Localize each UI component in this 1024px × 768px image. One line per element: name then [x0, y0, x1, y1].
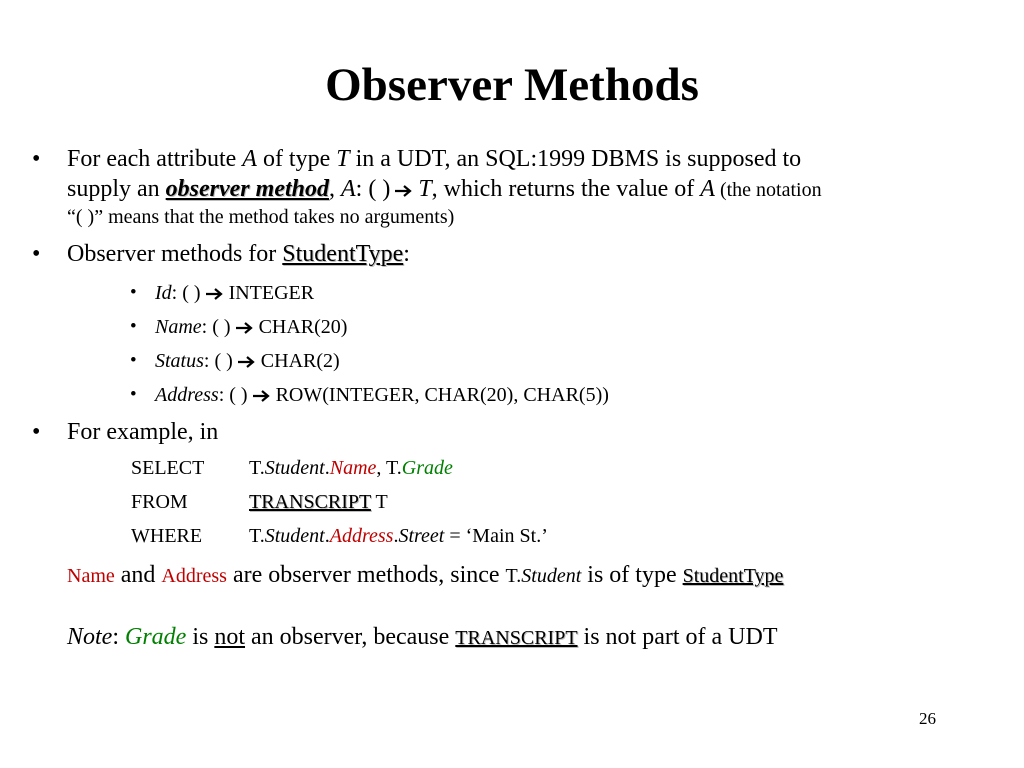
- sql-select-dot: .: [324, 457, 330, 479]
- sub-bullet-name-symbol: •: [130, 316, 137, 337]
- bullet-2-line: [67, 240, 410, 268]
- note-text-3: is not part of a UDT: [577, 624, 778, 650]
- sub-bullet-address: [155, 383, 609, 407]
- sql-select-t1: T.: [249, 457, 265, 479]
- observer-method-term: observer method: [165, 176, 329, 202]
- sql-select-comma: ,: [376, 457, 387, 479]
- sub-bullet-id-symbol: •: [130, 282, 137, 303]
- sub-bullet-status: [155, 349, 340, 373]
- note-not: not: [214, 624, 246, 650]
- right-arrow-icon: [253, 390, 271, 402]
- sql-select-line: [131, 456, 453, 480]
- sql-select-grade: Grade: [401, 457, 453, 479]
- bullet-1-text-3: in a UDT, an SQL:1999 DBMS is supposed to: [349, 146, 802, 172]
- bullet-1-line-3: “( )” means that the method takes no arguments): [67, 206, 455, 228]
- right-arrow-icon: [395, 185, 413, 197]
- sub-bullet-name: [155, 315, 347, 339]
- sql-from-transcript: TRANSCRIPT: [249, 491, 371, 513]
- sql-where-street: Street: [398, 525, 445, 547]
- method-name-status: Status: [155, 350, 204, 372]
- method-name-name: Name: [155, 316, 202, 338]
- sub-bullet-status-symbol: •: [130, 350, 137, 371]
- sql-select-name: Name: [329, 457, 377, 479]
- right-arrow-icon: [206, 288, 224, 300]
- note-grade: Grade: [125, 624, 187, 650]
- method-name-address: Address: [155, 384, 219, 406]
- explanation-line: [67, 561, 783, 590]
- sql-from-alias: T: [370, 491, 388, 513]
- sql-from-keyword: FROM: [131, 491, 188, 513]
- bullet-1-line-2: [67, 175, 822, 204]
- method-name-id: Id: [155, 282, 172, 304]
- student-type-name: StudentType: [282, 241, 404, 267]
- sql-where-student: Student: [264, 525, 325, 547]
- bullet-1-text-8: (the notation: [714, 179, 822, 201]
- method-sig-address: : ( ): [218, 384, 248, 406]
- note-colon: :: [112, 624, 125, 650]
- bullet-1-text-5: ,: [328, 176, 341, 202]
- method-sig-name: : ( ): [201, 316, 231, 338]
- sql-where-dot2: .: [393, 525, 399, 547]
- sql-where-t: T.: [249, 525, 265, 547]
- method-ret-name: CHAR(20): [258, 316, 348, 338]
- sql-select-keyword: SELECT: [131, 457, 205, 479]
- explanation-text-2: is of type: [581, 562, 683, 588]
- return-value-a: A: [700, 176, 715, 202]
- slide-title: Observer Methods: [325, 59, 699, 111]
- method-ret-id: INTEGER: [228, 282, 315, 304]
- sub-bullet-address-symbol: •: [130, 384, 137, 405]
- bullet-1-text-1: For each attribute: [67, 146, 243, 172]
- bullet-1-text-4: supply an: [67, 176, 166, 202]
- method-a: A: [340, 176, 356, 202]
- bullet-1-line-1: [67, 145, 801, 173]
- method-ret-address: ROW(INTEGER, CHAR(20), CHAR(5)): [275, 384, 609, 406]
- sql-where-rest: = ‘Main St.’: [444, 525, 548, 547]
- explanation-name: Name: [67, 565, 115, 587]
- return-type-t: T: [418, 176, 432, 202]
- note-label: Note: [67, 624, 113, 650]
- page-number: 26: [919, 709, 936, 728]
- method-sig-status: : ( ): [203, 350, 233, 372]
- sql-where-address: Address: [329, 525, 394, 547]
- bullet-3-line: For example, in: [67, 419, 219, 445]
- bullet-1-symbol: •: [32, 146, 41, 172]
- note-text-1: is: [186, 624, 215, 650]
- sql-select-t2: T.: [386, 457, 402, 479]
- bullet-2-text: Observer methods for: [67, 241, 283, 267]
- note-transcript: TRANSCRIPT: [455, 627, 578, 649]
- sql-where-line: [131, 524, 548, 548]
- explanation-and: and: [114, 562, 162, 588]
- explanation-student: Student: [521, 565, 582, 587]
- bullet-1-text-7: , which returns the value of: [431, 176, 701, 202]
- type-t: T: [336, 146, 350, 172]
- sql-where-keyword: WHERE: [131, 525, 203, 547]
- method-sig-id: : ( ): [171, 282, 201, 304]
- bullet-2-symbol: •: [32, 241, 41, 267]
- explanation-text-1: are observer methods, since: [226, 562, 506, 588]
- right-arrow-icon: [238, 356, 256, 368]
- bullet-3-symbol: •: [32, 419, 41, 445]
- note-line: [67, 623, 778, 652]
- note-text-2: an observer, because: [245, 624, 456, 650]
- explanation-address: Address: [161, 565, 227, 587]
- bullet-1-text-2: of type: [256, 146, 337, 172]
- sql-select-student: Student: [264, 457, 325, 479]
- sub-bullet-id: [155, 281, 314, 305]
- bullet-2-colon: :: [403, 241, 410, 267]
- attribute-a: A: [242, 146, 257, 172]
- method-ret-status: CHAR(2): [260, 350, 340, 372]
- sql-from-line: [131, 490, 388, 514]
- bullet-1-text-6: : ( ): [355, 176, 391, 202]
- sql-where-dot1: .: [324, 525, 330, 547]
- right-arrow-icon: [236, 322, 254, 334]
- explanation-t: T.: [505, 565, 522, 587]
- explanation-student-type: StudentType: [682, 565, 784, 587]
